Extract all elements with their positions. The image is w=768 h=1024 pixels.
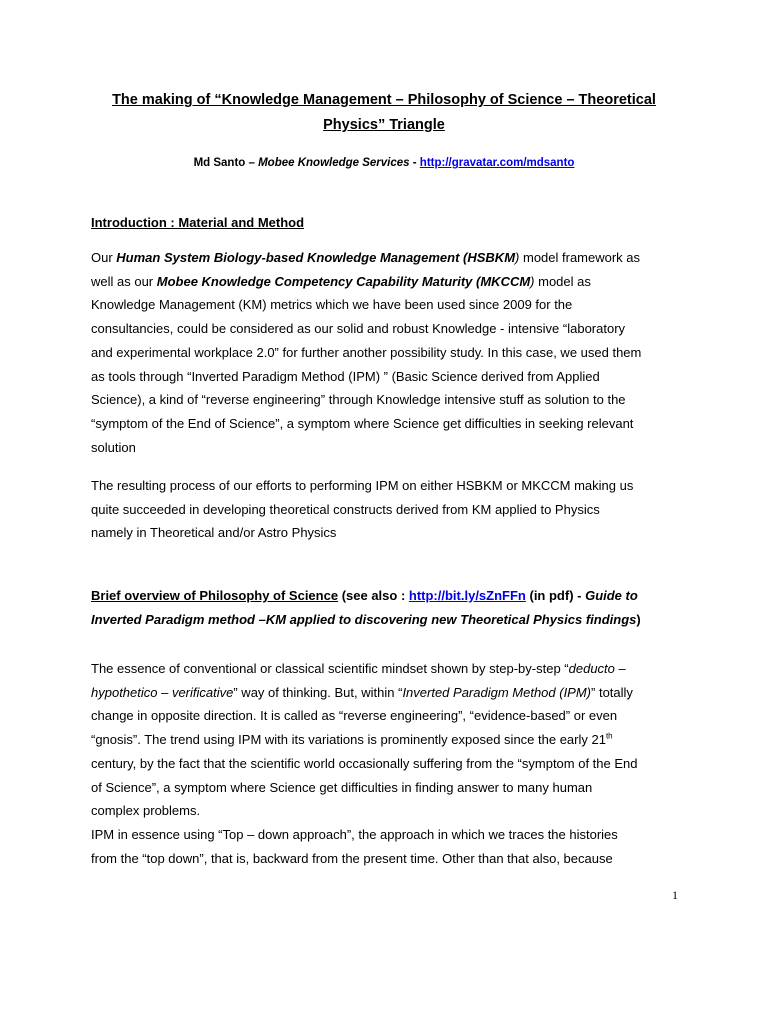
text-line: change in opposite direction. It is called as “reverse engineering”, “evidence-based” or even [91, 708, 618, 724]
text-run: (in pdf) - [525, 588, 586, 603]
title-line-2: Physics” Triangle [323, 117, 445, 133]
text-line: century, by the fact that the scientific world occasionally suffering from the “symptom of the End [91, 755, 638, 771]
author-name: Md Santo – [193, 157, 259, 169]
text-line [91, 584, 687, 608]
guide-title: Guide to [585, 588, 638, 603]
text-line: of Science”, a symptom where Science get difficulties in finding answer to many human [91, 779, 593, 795]
text-run: “gnosis”. The trend using IPM with its variations is prominently exposed since the early 21 [91, 732, 606, 748]
overview-heading [91, 584, 687, 631]
text-run: ) [515, 250, 520, 265]
author-sep: - [409, 157, 420, 169]
text-line: “symptom of the End of Science”, a symptom where Science get difficulties in seeking relevant [91, 415, 634, 431]
text-line: solution [91, 439, 136, 455]
hsbkm-term: Human System Biology-based Knowledge Management (HSBKM [116, 250, 516, 265]
document-title [90, 88, 678, 138]
text-line [91, 608, 687, 632]
guide-title: Inverted Paradigm method –KM applied to discovering new Theoretical Physics findings [91, 611, 637, 627]
text-line: as tools through “Inverted Paradigm Method (IPM) ” (Basic Science derived from Applied [91, 368, 600, 384]
intro-paragraph-1 [91, 246, 687, 459]
text-line [91, 728, 687, 752]
intro-heading: Introduction : Material and Method [91, 215, 305, 230]
superscript: th [605, 731, 613, 741]
text-line: consultancies, could be considered as our solid and robust Knowledge - intensive “laboratory [91, 321, 626, 337]
intro-paragraph-2 [91, 474, 687, 545]
page-number: 1 [672, 888, 678, 902]
text-line: The resulting process of our efforts to performing IPM on either HSBKM or MKCCM making us [91, 478, 634, 493]
text-run: Our [91, 250, 117, 265]
text-run: model as [534, 273, 591, 289]
overview-link[interactable]: http://bit.ly/sZnFFn [408, 588, 526, 603]
text-run: ” way of thinking. But, within “ [233, 684, 403, 700]
text-line [91, 681, 687, 705]
text-line: IPM in essence using “Top – down approach”, the approach in which we traces the histories [91, 826, 618, 842]
text-run: The essence of conventional or classical scientific mindset shown by step-by-step “ [91, 661, 569, 676]
ipm-term: Inverted Paradigm Method (IPM) [402, 684, 592, 700]
author-link[interactable]: http://gravatar.com/mdsanto [419, 157, 575, 169]
text-line: and experimental workplace 2.0” for further another possibility study. In this case, we used them [91, 344, 642, 360]
text-run: deducto – [568, 661, 626, 676]
author-line [90, 155, 678, 171]
text-run: ) [636, 611, 641, 627]
text-line: Knowledge Management (KM) metrics which we have been used since 2009 for the [91, 297, 573, 313]
title-line-1: The making of “Knowledge Management – Philosophy of Science – Theoretical [112, 92, 656, 108]
author-org: Mobee Knowledge Services [258, 157, 410, 169]
text-line [91, 270, 687, 294]
overview-paragraph-1 [91, 657, 687, 870]
text-run: well as our [91, 273, 157, 289]
text-run: ” totally [591, 684, 633, 700]
text-run: ) [530, 273, 535, 289]
text-line [91, 657, 687, 681]
text-line: Science), a kind of “reverse engineering” through Knowledge intensive stuff as solution to the [91, 392, 626, 408]
text-line: complex problems. [91, 803, 201, 819]
text-line [91, 246, 687, 270]
text-line: namely in Theoretical and/or Astro Physics [91, 525, 337, 541]
text-run: model framework as [519, 250, 641, 265]
overview-title: Brief overview of Philosophy of Science [91, 588, 339, 603]
text-line: quite succeeded in developing theoretical constructs derived from KM applied to Physics [91, 501, 600, 517]
text-line: from the “top down”, that is, backward from the present time. Other than that also, because [91, 850, 613, 866]
mkccm-term: Mobee Knowledge Competency Capability Maturity (MKCCM [156, 273, 531, 289]
text-run: (see also : [338, 588, 409, 603]
text-run: hypothetico – verificative [91, 684, 234, 700]
